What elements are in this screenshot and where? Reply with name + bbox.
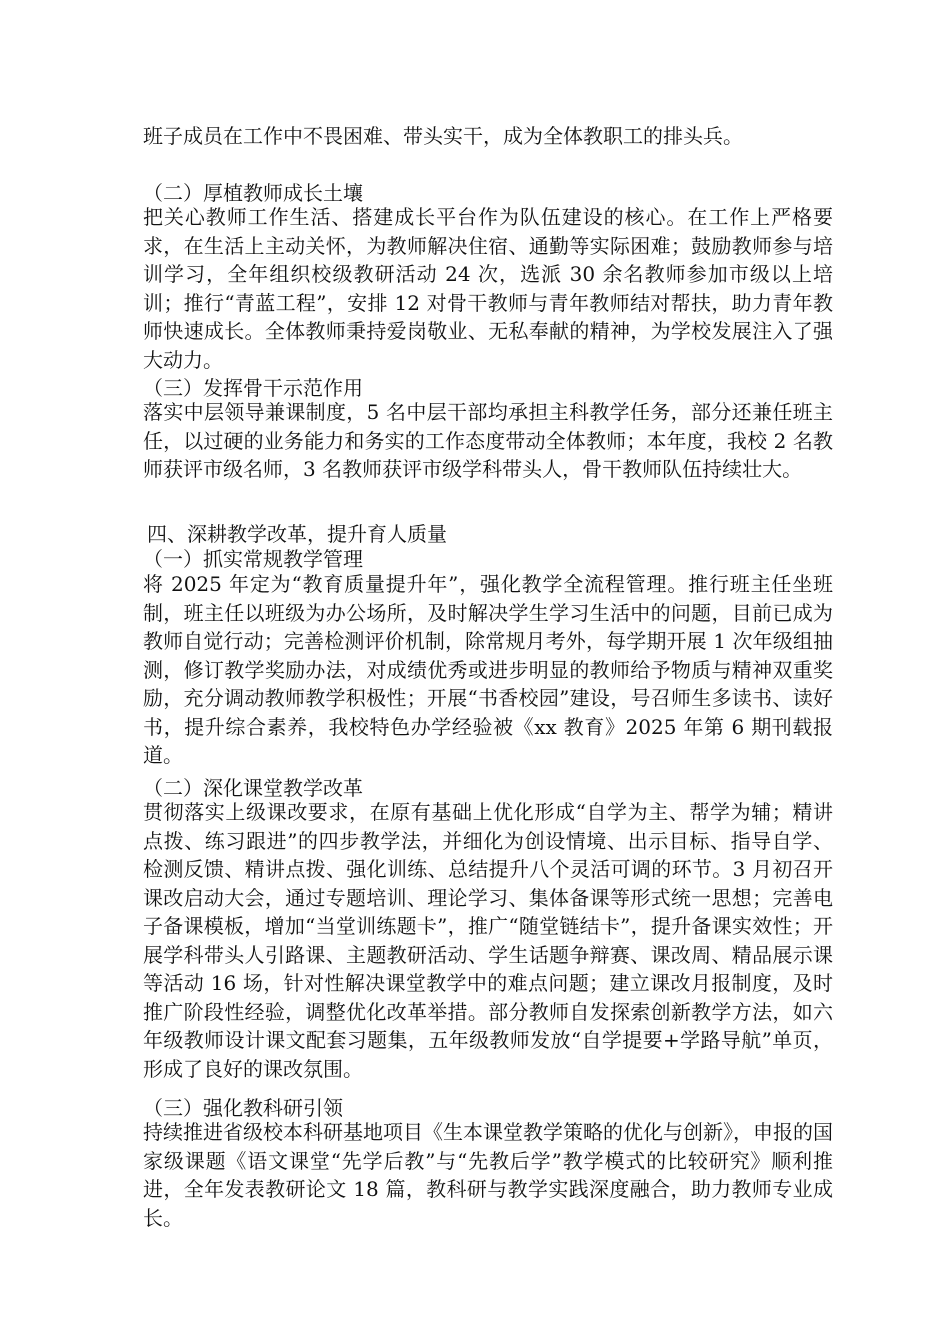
section-3-2-body: 把关心教师工作生活、搭建成长平台作为队伍建设的核心。在工作上严格要求，在生活上主动关怀，为教师解决住宿、通勤等实际困难；鼓励教师参与培训学习，全年组织校级教研活动 24 次，选派 30 余名教师参加市级以上培训；推行“青蓝工程”，安排 12 对骨干教师与青年教师结对帮扶，助力青年教师快速成长。全体教师秉持爱岗敬业、无私奉献的精神，为学校发展注入了强大动力。	[143, 205, 833, 372]
section-4-1-heading: （一）抓实常规教学管理	[143, 547, 363, 571]
section-3-3-body: 落实中层领导兼课制度，5 名中层干部均承担主科教学任务，部分还兼任班主任，以过硬的业务能力和务实的工作态度带动全体教师；本年度，我校 2 名教师获评市级名师，3 名教师获评市级学科带头人，骨干教师队伍持续壮大。	[143, 400, 833, 481]
section-4-3-body: 持续推进省级校本科研基地项目《生本课堂教学策略的优化与创新》，申报的国家级课题《语文课堂“先学后教”与“先教后学”教学模式的比较研究》顺利推进，全年发表教研论文 18 篇，教科研与教学实践深度融合，助力教师专业成长。	[143, 1120, 833, 1230]
section-3-3-heading: （三）发挥骨干示范作用	[143, 376, 363, 400]
section-4-2-heading: （二）深化课堂教学改革	[143, 776, 363, 800]
section-3-2-heading: （二）厚植教师成长土壤	[143, 181, 363, 205]
section-4-3-heading: （三）强化教科研引领	[143, 1096, 343, 1120]
intro-tail-paragraph: 班子成员在工作中不畏困难、带头实干，成为全体教职工的排头兵。	[143, 124, 743, 148]
section-4-1-body: 将 2025 年定为“教育质量提升年”，强化教学全流程管理。推行班主任坐班制，班主任以班级为办公场所，及时解决学生学习生活中的问题，目前已成为教师自觉行动；完善检测评价机制，除常规月考外，每学期开展 1 次年级组抽测，修订教学奖励办法，对成绩优秀或进步明显的教师给予物质与精神双重奖励，充分调动教师教学积极性；开展“书香校园”建设，号召师生多读书、读好书，提升综合素养，我校特色办学经验被《xx 教育》2025 年第 6 期刊载报道。	[143, 572, 833, 767]
section-4-heading: 四、深耕教学改革，提升育人质量	[147, 522, 447, 546]
section-4-2-body: 贯彻落实上级课改要求，在原有基础上优化形成“自学为主、帮学为辅；精讲点拨、练习跟进”的四步教学法，并细化为创设情境、出示目标、指导自学、检测反馈、精讲点拨、强化训练、总结提升八个灵活可调的环节。3 月初召开课改启动大会，通过专题培训、理论学习、集体备课等形式统一思想；完善电子备课模板，增加“当堂训练题卡”，推广“随堂链结卡”，提升备课实效性；开展学科带头人引路课、主题教研活动、学生话题争辩赛、课改周、精品展示课等活动 16 场，针对性解决课堂教学中的难点问题；建立课改月报制度，及时推广阶段性经验，调整优化改革举措。部分教师自发探索创新教学方法，如六年级教师设计课文配套习题集，五年级教师发放“自学提要+学路导航”单页，形成了良好的课改氛围。	[143, 800, 833, 1081]
